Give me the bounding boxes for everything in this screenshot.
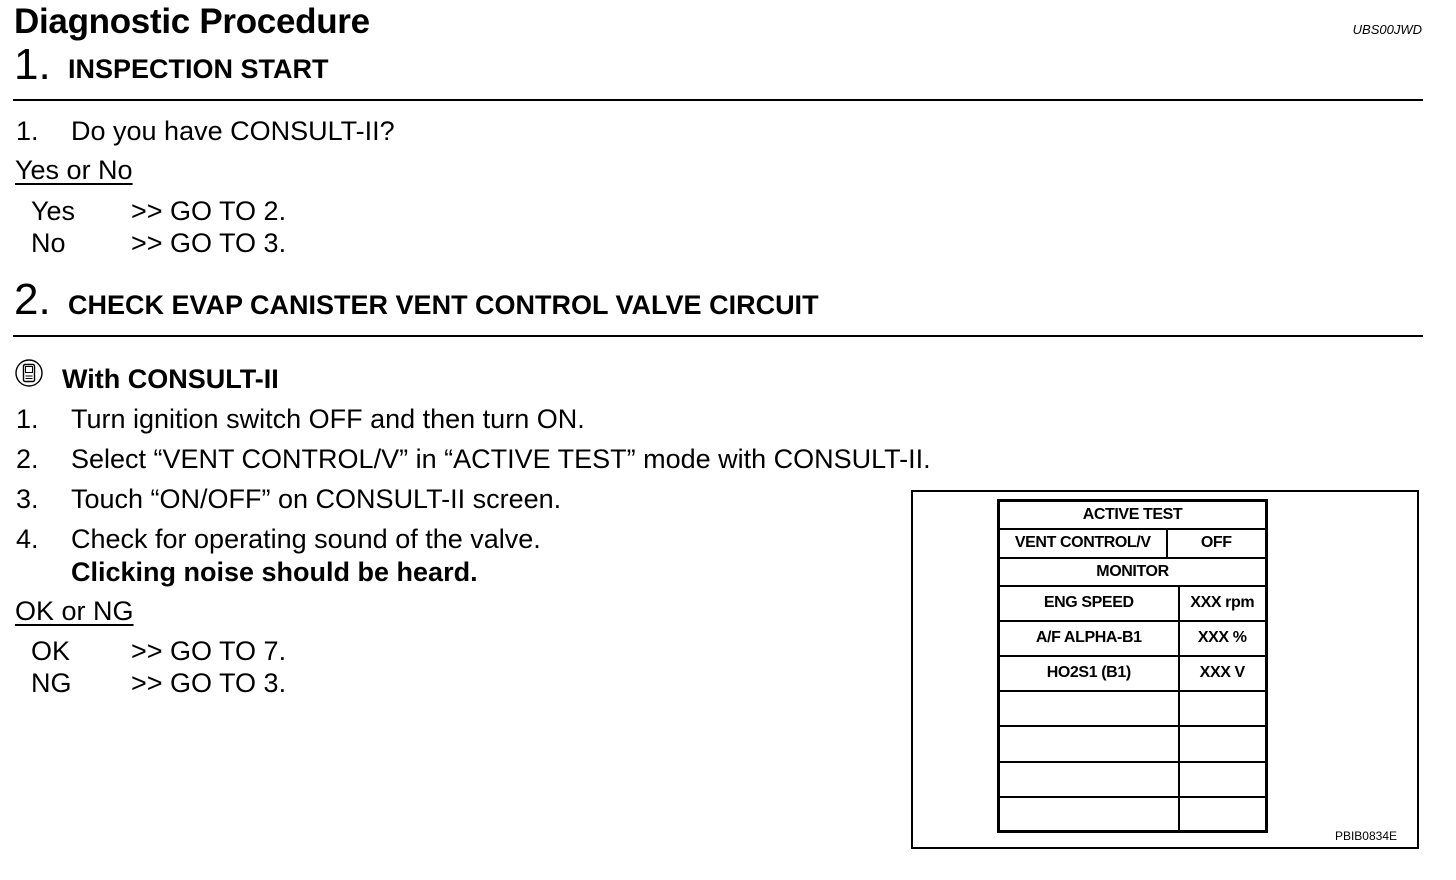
empty-value-cell bbox=[1179, 691, 1267, 726]
step-2-item-number: 4. bbox=[16, 524, 39, 554]
monitor-item-cell: ENG SPEED bbox=[999, 586, 1179, 621]
empty-value-cell bbox=[1179, 726, 1267, 762]
step-1-title: INSPECTION START bbox=[68, 54, 329, 84]
with-consult-label: With CONSULT-II bbox=[62, 364, 279, 394]
step-1-answer-label: Yes bbox=[31, 196, 76, 226]
empty-value-cell bbox=[1179, 797, 1267, 832]
monitor-value-cell: XXX rpm bbox=[1179, 586, 1267, 621]
step-2-item-text: Touch “ON/OFF” on CONSULT-II screen. bbox=[71, 484, 562, 514]
step-1-question: Yes or No bbox=[15, 155, 133, 185]
empty-item-cell bbox=[999, 797, 1179, 832]
monitor-item-cell: HO2S1 (B1) bbox=[999, 656, 1179, 691]
step-2-item-number: 3. bbox=[16, 484, 39, 514]
step-2-number: 2. bbox=[14, 275, 51, 324]
step-1-answer-action: >> GO TO 2. bbox=[131, 196, 287, 226]
active-test-table bbox=[997, 499, 1268, 833]
monitor-header: MONITOR bbox=[999, 558, 1267, 586]
step-2-item-text: Check for operating sound of the valve. bbox=[71, 524, 541, 554]
step-2-item-number: 1. bbox=[16, 404, 39, 434]
step-2-answer-label: NG bbox=[31, 668, 72, 698]
step-2-item-text: Turn ignition switch OFF and then turn ON. bbox=[71, 404, 585, 434]
step-1-divider bbox=[13, 99, 1423, 101]
step-2-item-text: Select “VENT CONTROL/V” in “ACTIVE TEST” mode with CONSULT-II. bbox=[71, 444, 931, 474]
step-2-answer-action: >> GO TO 7. bbox=[131, 636, 287, 666]
step-2-answer-label: OK bbox=[31, 636, 71, 666]
step-1-number: 1. bbox=[14, 40, 51, 89]
step-2-divider bbox=[13, 335, 1423, 337]
step-1-item-number: 1. bbox=[16, 116, 39, 146]
empty-value-cell bbox=[1179, 762, 1267, 797]
monitor-value-cell: XXX V bbox=[1179, 656, 1267, 691]
monitor-item-cell: A/F ALPHA-B1 bbox=[999, 621, 1179, 656]
step-2-answer-action: >> GO TO 3. bbox=[131, 668, 287, 698]
empty-item-cell bbox=[999, 762, 1179, 797]
empty-item-cell bbox=[999, 726, 1179, 762]
figure-code: PBIB0834E bbox=[1334, 829, 1397, 843]
step-1-answer-label: No bbox=[31, 228, 66, 258]
step-2-question: OK or NG bbox=[15, 596, 134, 626]
control-label-cell: VENT CONTROL/V bbox=[999, 529, 1167, 558]
control-value-cell: OFF bbox=[1167, 529, 1267, 558]
document-code: UBS00JWD bbox=[1352, 22, 1422, 37]
empty-item-cell bbox=[999, 691, 1179, 726]
step-1-item-text: Do you have CONSULT-II? bbox=[71, 116, 395, 146]
monitor-value-cell: XXX % bbox=[1179, 621, 1267, 656]
page-title: Diagnostic Procedure bbox=[14, 2, 370, 41]
step-2-note: Clicking noise should be heard. bbox=[71, 557, 478, 587]
step-2-item-number: 2. bbox=[16, 444, 39, 474]
consult-tool-icon bbox=[14, 358, 44, 388]
active-test-header: ACTIVE TEST bbox=[999, 501, 1267, 529]
active-test-figure bbox=[911, 490, 1419, 849]
step-2-title: CHECK EVAP CANISTER VENT CONTROL VALVE CIRCUIT bbox=[68, 290, 819, 320]
step-1-answer-action: >> GO TO 3. bbox=[131, 228, 287, 258]
